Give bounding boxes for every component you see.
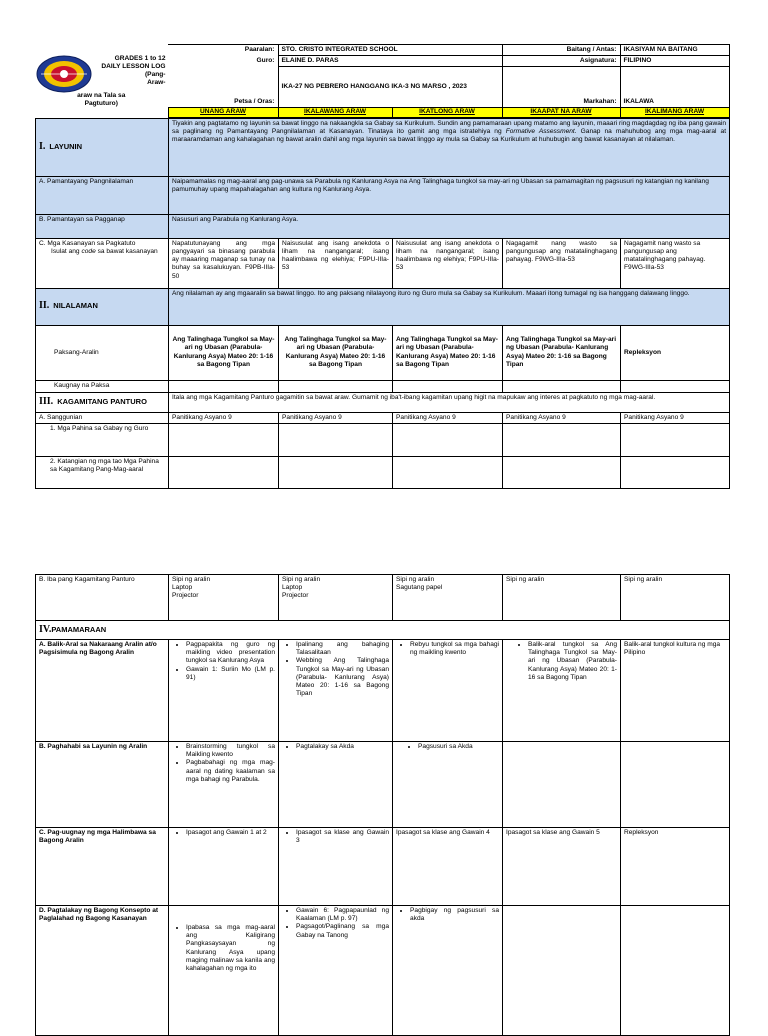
baitang-value: IKASIYAM NA BAITANG bbox=[620, 45, 729, 56]
pag-uugnay-day-1: • Ipasagot ang Gawain 1 at 2 bbox=[169, 828, 279, 906]
iba-pang-kagamitan-day-1: Sipi ng aralin Laptop Projector bbox=[169, 575, 279, 621]
day-header-3: IKATLONG ARAW bbox=[392, 108, 502, 117]
paksa-day-2: Ang Talinghaga Tungkol sa May-ari ng Ubasan (Parabula- Kanlurang Asya) Mateo 20: 1-16 sa Bagong Tipan bbox=[279, 325, 393, 380]
nilalaman-text: Ang nilalaman ay ang mgaaralin sa bawat linggo. Ito ang paksang nilalayong ituro ng Guro mula sa Gabay sa Kurikulum. Maaari itong tumagal ng isa hanggang dalawang linggo. bbox=[169, 288, 730, 325]
pagtalakay-day-3: • Pagbigay ng pagsusuri sa akda bbox=[393, 906, 503, 1036]
dll-subtitle-2: Araw- bbox=[147, 79, 166, 87]
kaugnay-day-1 bbox=[169, 380, 279, 392]
day-header-1: UNANG ARAW bbox=[168, 108, 278, 117]
sanggunian-day-1: Panitikang Asyano 9 bbox=[169, 412, 279, 423]
paksa-day-3: Ang Talinghaga Tungkol sa May-ari ng Ubasan (Parabula- Kanlurang Asya) Mateo 20: 1-16 sa Bagong Tipan bbox=[393, 325, 503, 380]
kagamitang-mag-aaral-day-1 bbox=[169, 456, 279, 488]
kasanayan-day-1: Napatutunayang ang mga pangyayari sa binasang parabula ay maaaring maganap sa tunay na buhay sa kasalukuyan. F9PB-IIIa-50 bbox=[169, 238, 279, 288]
guro-value: ELAINE D. PARAS bbox=[278, 56, 502, 67]
balik-aral-day-5: Balik-aral tungkol kultura ng mga Pilipino bbox=[621, 640, 730, 742]
pag-uugnay-label: C. Pag-uugnay ng mga Halimbawa sa Bagong Aralin bbox=[36, 828, 169, 906]
pagtalakay-day-1: • Ipabasa sa mga mag-aaral ang Kaligirang Pangkasaysayan ng Kanlurang Asya upang maging malinaw sa kanila ang kahalagahan ng mga ito bbox=[169, 906, 279, 1036]
sanggunian-day-3: Panitikang Asyano 9 bbox=[393, 412, 503, 423]
lesson-log-page-2 bbox=[35, 574, 729, 1036]
pamantayan-nilalaman-text: Naipamamalas ng mag-aaral ang pag-unawa sa Parabula ng Kanlurang Asya na Ang Talinghaga tungkol sa may-ari ng Ubasan sa pamamagitan ng pagsusuri ng katangian ng kanilang pamumuhay upang mapahalagahan ang kultura ng Kanlurang Asya. bbox=[169, 176, 730, 214]
guro-label: Guro: bbox=[256, 56, 275, 64]
paksa-label: Paksang-Aralin bbox=[36, 325, 169, 380]
paghahabi-day-1: • Brainstorming tungkol sa Maikling kwento • Pagbabahagi ng mga mag-aaral ng dating kaalaman sa mga bahagi ng Parabula. bbox=[169, 742, 279, 828]
pagtalakay-day-5 bbox=[621, 906, 730, 1036]
gabay-guro-day-1 bbox=[169, 423, 279, 456]
kagamitang-mag-aaral-day-4 bbox=[503, 456, 621, 488]
pag-uugnay-day-2: • Ipasagot sa klase ang Gawain 3 bbox=[279, 828, 393, 906]
iba-pang-kagamitan-day-4: Sipi ng aralin bbox=[503, 575, 621, 621]
lesson-log-table-top bbox=[35, 44, 730, 118]
pagtalakay-day-4 bbox=[503, 906, 621, 1036]
dll-subtitle-4: Pagtuturo) bbox=[84, 99, 118, 107]
iba-pang-kagamitan-day-2: Sipi ng aralin Laptop Projector bbox=[279, 575, 393, 621]
gabay-guro-day-3 bbox=[393, 423, 503, 456]
paaralan-value: STO. CRISTO INTEGRATED SCHOOL bbox=[278, 45, 502, 56]
balik-aral-day-3: • Rebyu tungkol sa mga bahagi ng maikling kwento bbox=[393, 640, 503, 742]
petsa-label: Petsa / Oras: bbox=[234, 98, 275, 106]
balik-aral-day-1: • Pagpapakita ng guro ng maikling video presentation tungkol sa Kanlurang Asya • Gawain 1: Suriin Mo (LM p. 91) bbox=[169, 640, 279, 742]
iba-pang-kagamitan-label: B. Iba pang Kagamitang Panturo bbox=[36, 575, 169, 621]
iba-pang-kagamitan-day-5: Sipi ng aralin bbox=[621, 575, 730, 621]
kagamitang-mag-aaral-label: 2. Katangian ng mga tao Mga Pahina sa Kagamitang Pang-Mag-aaral bbox=[36, 456, 169, 488]
dll-subtitle-1: (Pang- bbox=[144, 71, 166, 79]
paksa-day-4: Ang Talinghaga Tungkol sa May-ari ng Ubasan (Parabula- Kanlurang Asya) Mateo 20: 1-16 sa Bagong Tipan bbox=[503, 325, 621, 380]
pamantayan-nilalaman-label: A. Pamantayang Pangnilalaman bbox=[36, 176, 169, 214]
lesson-log-table-body bbox=[35, 118, 730, 489]
kaugnay-day-3 bbox=[393, 380, 503, 392]
day-header-4: IKAAPAT NA ARAW bbox=[502, 108, 620, 117]
iba-pang-kagamitan-day-3: Sipi ng aralin Sagutang papel bbox=[393, 575, 503, 621]
pagtalakay-label: D. Pagtalakay ng Bagong Konsepto at Paglalahad ng Bagong Kasanayan bbox=[36, 906, 169, 1036]
paghahabi-day-2: • Pagtalakay sa Akda bbox=[279, 742, 393, 828]
pag-uugnay-day-3: Ipasagot sa klase ang Gawain 4 bbox=[393, 828, 503, 906]
paaralan-label: Paaralan: bbox=[168, 45, 278, 56]
pag-uugnay-day-5: Repleksyon bbox=[621, 828, 730, 906]
sanggunian-day-2: Panitikang Asyano 9 bbox=[279, 412, 393, 423]
markahan-value: IKALAWA bbox=[620, 67, 729, 108]
baitang-label: Baitang / Antas: bbox=[502, 45, 620, 56]
kagamitang-mag-aaral-day-5 bbox=[621, 456, 730, 488]
lesson-log-page-1 bbox=[35, 44, 729, 489]
kasanayan-day-4: Nagagamit nang wasto sa pangungusap ang matatalinghagang pahayag. F9WG-IIIa-53 bbox=[503, 238, 621, 288]
dll-title: DAILY LESSON LOG bbox=[101, 62, 166, 70]
gabay-guro-day-4 bbox=[503, 423, 621, 456]
dll-subtitle-3: araw na Tala sa bbox=[77, 91, 126, 99]
pagtalakay-day-2: • Gawain 6: Pagpapaunlad ng Kaalaman (LM p. 97) • Pagsagot/Paglinang sa mga Gabay na Tanong bbox=[279, 906, 393, 1036]
kaugnay-day-4 bbox=[503, 380, 621, 392]
paghahabi-day-5 bbox=[621, 742, 730, 828]
kagamitang-mag-aaral-day-2 bbox=[279, 456, 393, 488]
balik-aral-day-4: • Balik-aral tungkol sa Ang Talinghaga Tungkol sa May-ari ng Ubasan (Parabula- Kanlurang Asya) Mateo 20: 1-16 sa Bagong Tipan bbox=[503, 640, 621, 742]
paghahabi-day-4 bbox=[503, 742, 621, 828]
paghahabi-label: B. Paghahabi sa Layunin ng Aralin bbox=[36, 742, 169, 828]
kaugnay-label: Kaugnay na Paksa bbox=[36, 380, 169, 392]
school-header bbox=[35, 45, 168, 118]
paghahabi-day-3: • Pagsusuri sa Akda bbox=[393, 742, 503, 828]
balik-aral-label: A. Balik-Aral sa Nakaraang Aralin at/o Pagsisimula ng Bagong Aralin bbox=[36, 640, 169, 742]
deped-logo-icon bbox=[35, 54, 93, 94]
asignatura-label: Asignatura: bbox=[502, 56, 620, 67]
balik-aral-day-2: • Ipalinang ang bahaging Talasalitaan • Webbing Ang Talinghaga Tungkol sa May-ari ng Ubasan (Parabula- Kanlurang Asya) Mateo 20: 1-16 sa Bagong Tipan bbox=[279, 640, 393, 742]
nilalaman-label: II. NILALAMAN bbox=[36, 288, 169, 325]
layunin-text: Tiyakin ang pagtatamo ng layunin sa bawat linggo na nakaangkla sa Gabay sa Kurikulum. Sundin ang pamamaraan upang matamo ang layunin, maaari ring magdagdag ng iba pang gawain sa paglinang ng Pamantayang Pangnilalaman at Kasanayan. Tinataya ito gamit ang mga istratehiya ng Formative Assessment. Ganap na mahuhubog ang mga mag-aaral at maraaramdaman ang kahalagahan ng bawat aralin dahil ang mga layunin sa bawat linggo ay mula sa Gabay sa Kurikulum at huhubugin ang bawat kasanayan at nilalaman. bbox=[169, 118, 730, 176]
pamamaraan-header: IV.PAMAMARAAN bbox=[36, 621, 730, 640]
kaugnay-day-2 bbox=[279, 380, 393, 392]
kagamitan-label: III. KAGAMITANG PANTURO bbox=[36, 392, 169, 412]
kagamitang-mag-aaral-day-3 bbox=[393, 456, 503, 488]
gabay-guro-day-5 bbox=[621, 423, 730, 456]
pamantayan-pagganap-label: B. Pamantayan sa Pagganap bbox=[36, 214, 169, 238]
kasanayan-day-2: Naisusulat ang isang anekdota o liham na nangangaral; isang haalimbawa ng elehiya; F9PU-IIIa-53 bbox=[279, 238, 393, 288]
paksa-day-5: Repleksyon bbox=[621, 325, 730, 380]
kaugnay-day-5 bbox=[621, 380, 730, 392]
asignatura-value: FILIPINO bbox=[620, 56, 729, 67]
layunin-label: I. LAYUNIN bbox=[36, 118, 169, 176]
kasanayan-label: C. Mga Kasanayan sa Pagkatuto Isulat ang code sa bawat kasanayan bbox=[36, 238, 169, 288]
day-header-5: IKALIMANG ARAW bbox=[620, 108, 729, 117]
kagamitan-text: Itala ang mga Kagamitang Panturo gagamitin sa bawat araw. Gumamit ng iba't-ibang kagamitan upang higit na mapukaw ang interes at pagkatuto ng mga mag-aaral. bbox=[169, 392, 730, 412]
markahan-label: Markahan: bbox=[502, 67, 620, 108]
gabay-guro-day-2 bbox=[279, 423, 393, 456]
pag-uugnay-day-4: Ipasagot sa klase ang Gawain 5 bbox=[503, 828, 621, 906]
sanggunian-label: A. Sanggunian bbox=[36, 412, 169, 423]
gabay-guro-label: 1. Mga Pahina sa Gabay ng Guro bbox=[36, 423, 169, 456]
sanggunian-day-4: Panitikang Asyano 9 bbox=[503, 412, 621, 423]
day-header-2: IKALAWANG ARAW bbox=[278, 108, 392, 117]
grades-label: GRADES 1 to 12 bbox=[114, 54, 166, 62]
petsa-value: IKA-27 NG PEBRERO HANGGANG IKA-3 NG MARSO , 2023 bbox=[278, 67, 502, 108]
kasanayan-day-5: Nagagamit nang wasto sa pangungusap ang matatalinghagang pahayag. F9WG-IIIa-53 bbox=[621, 238, 730, 288]
kasanayan-day-3: Naisusulat ang isang anekdota o liham na nangangaral; isang haalimbawa ng elehiya; F9PU-IIIa-53 bbox=[393, 238, 503, 288]
lesson-log-table-pamamaraan bbox=[35, 574, 730, 1036]
paksa-day-1: Ang Talinghaga Tungkol sa May-ari ng Ubasan (Parabula- Kanlurang Asya) Mateo 20: 1-16 sa Bagong Tipan bbox=[169, 325, 279, 380]
sanggunian-day-5: Panitikang Asyano 9 bbox=[621, 412, 730, 423]
pamantayan-pagganap-text: Nasusuri ang Parabula ng Kanlurang Asya. bbox=[169, 214, 730, 238]
